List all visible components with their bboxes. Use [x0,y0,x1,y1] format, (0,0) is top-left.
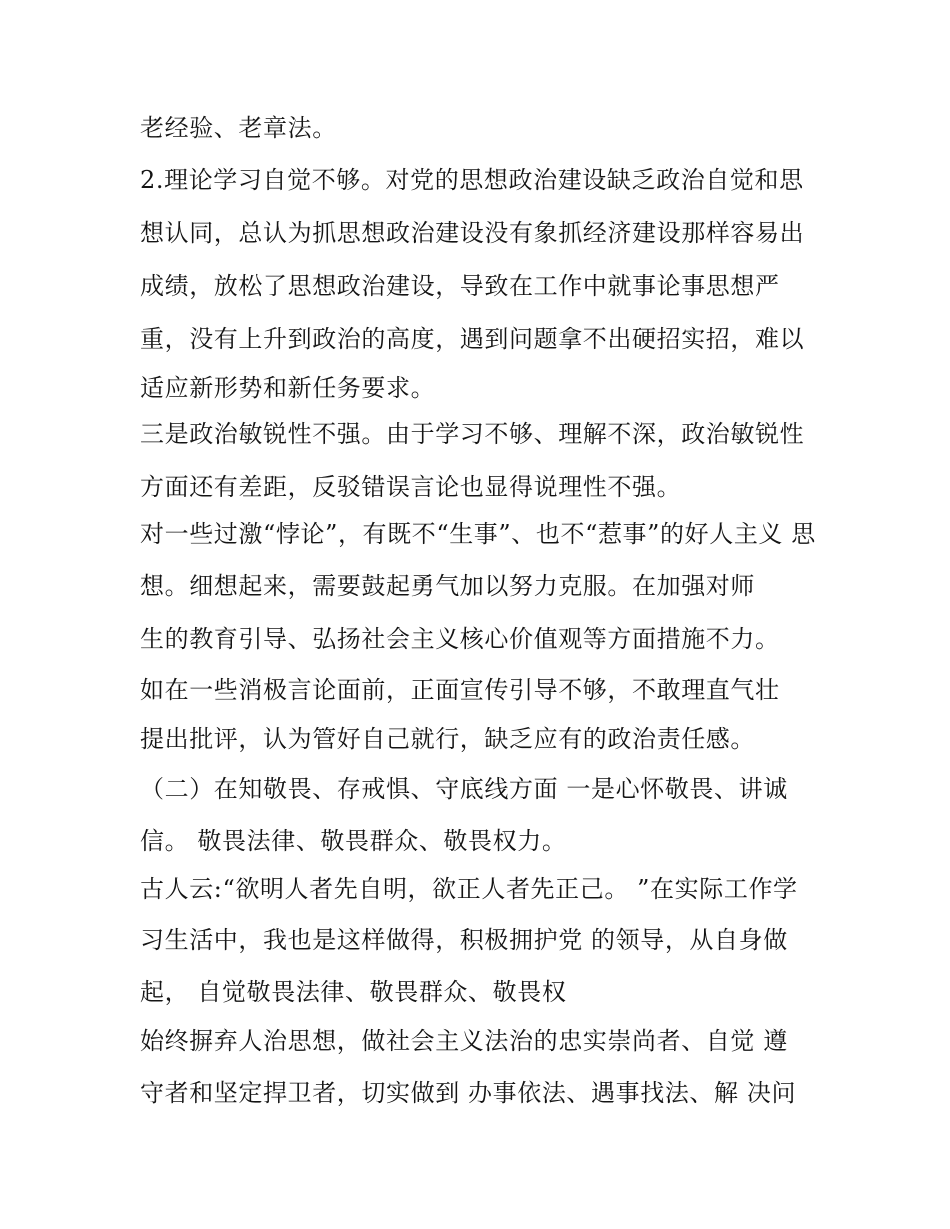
text-line-14: （二）在知敬畏、存戒惧、守底线方面 一是心怀敬畏、讲诚 [140,775,788,803]
text-line-1: 老经验、老章法。 [140,114,337,142]
text-line-9: 对一些过激“悖论”，有既不“生事”、也不“惹事”的好人主义 思 [140,520,816,548]
text-line-5: 重，没有上升到政治的高度，遇到问题拿不出硬招实招，难以 [140,325,805,353]
text-line-7: 三是政治敏锐性不强。由于学习不够、理解不深，政治敏锐性 [140,420,805,448]
text-line-16: 古人云:“欲明人者先自明，欲正人者先正己。 ”在实际工作学 [140,875,798,903]
text-line-4: 成绩，放松了思想政治建设，导致在工作中就事论事思想严 [140,272,780,300]
text-line-19: 始终摒弃人治思想，做社会主义法治的忠实崇尚者、自觉 遵 [140,1027,788,1055]
text-line-2: 2.理论学习自觉不够。对党的思想政治建设缺乏政治自觉和思 [140,166,804,194]
text-line-13: 提出批评，认为管好自己就行，缺乏应有的政治责任感。 [140,725,755,753]
text-line-18: 起， 自觉敬畏法律、敬畏群众、敬畏权 [140,978,567,1006]
text-line-3: 想认同，总认为抓思想政治建设没有象抓经济建设那样容易出 [140,219,805,247]
text-line-15: 信。 敬畏法律、敬畏群众、敬畏权力。 [140,827,567,855]
text-line-12: 如在一些消极言论面前，正面宣传引导不够，不敢理直气壮 [140,676,780,704]
text-line-8: 方面还有差距，反驳错误言论也显得说理性不强。 [140,473,682,501]
text-line-6: 适应新形势和新任务要求。 [140,374,436,402]
text-line-17: 习生活中，我也是这样做得，积极拥护党 的领导，从自身做 [140,926,788,954]
text-line-20: 守者和坚定捍卫者，切实做到 办事依法、遇事找法、解 决问 [140,1079,797,1107]
text-line-10: 想。细想起来，需要鼓起勇气加以努力克服。在加强对师 [140,572,755,600]
text-line-11: 生的教育引导、弘扬社会主义核心价值观等方面措施不力。 [140,625,780,653]
